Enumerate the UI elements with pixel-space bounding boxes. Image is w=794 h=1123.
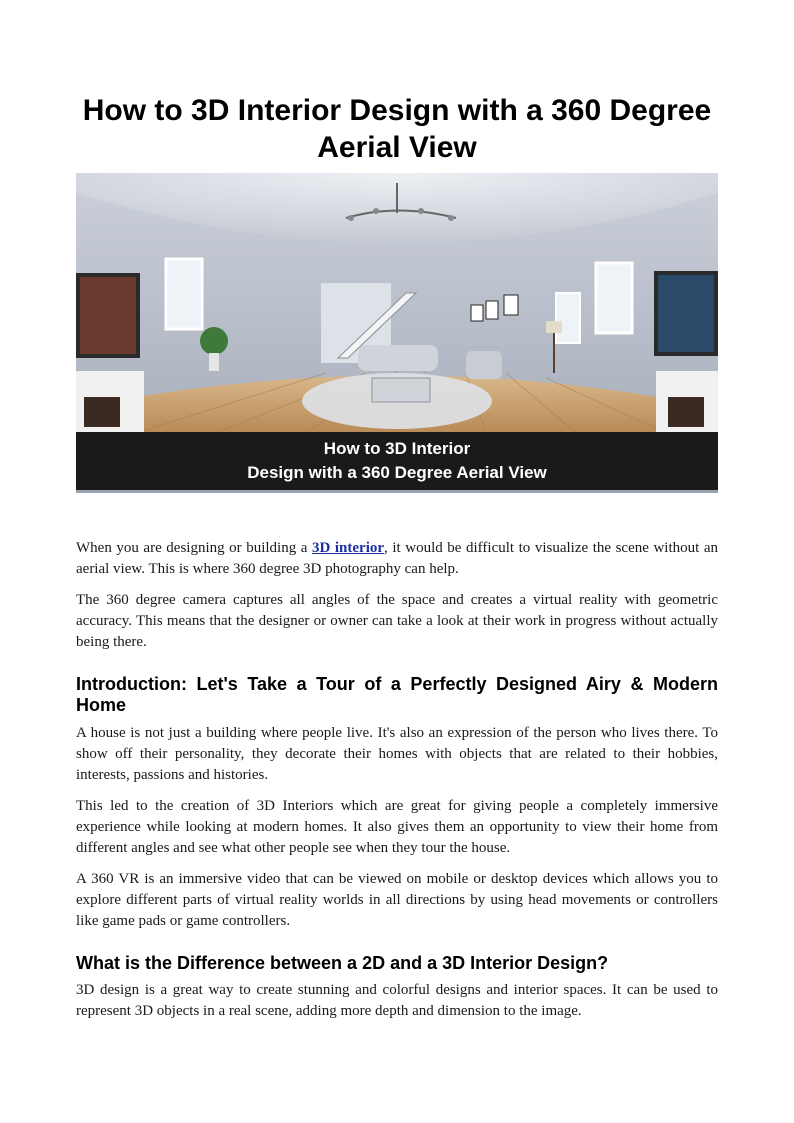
- section2-paragraph-1: 3D design is a great way to create stunning and colorful designs and interior spaces. It can be used to represent 3D objects in a real scene, adding more depth and dimension to the image.: [76, 982, 718, 1019]
- intro-text-after-link: , it would be difficult to visualize the scene without an aerial view. This is where 360 degree 3D photography can help.: [76, 540, 718, 577]
- section1-paragraph-2: This led to the creation of 3D Interiors which are great for giving people a completely immersive experience while looking at modern homes. It also gives them an opportunity to view their home from different angles and see what other people see when they tour the house.: [76, 798, 718, 856]
- hero-banner: [76, 432, 718, 490]
- intro-paragraph-1: [76, 538, 718, 580]
- hero-image: [76, 173, 718, 493]
- section1-paragraph-1: A house is not just a building where people live. It's also an expression of the person who lives there. To show off their personality, they decorate their homes with objects that are related to their hobbies, interests, passions and histories.: [76, 725, 718, 783]
- intro-paragraph-2: The 360 degree camera captures all angles of the space and creates a virtual reality with geometric accuracy. This means that the designer or owner can take a look at their work in progress without actually being there.: [76, 592, 718, 650]
- hero-banner-line2: Design with a 360 Degree Aerial View: [247, 463, 547, 482]
- section-heading-difference: What is the Difference between a 2D and a 3D Interior Design?: [76, 953, 609, 973]
- 3d-interior-link[interactable]: 3D interior: [312, 540, 385, 556]
- page-title: How to 3D Interior Design with a 360 Degree Aerial View: [82, 94, 712, 164]
- section-heading-introduction: Introduction: Let's Take a Tour of a Perfectly Designed Airy & Modern Home: [76, 674, 718, 715]
- section1-paragraph-3: A 360 VR is an immersive video that can be viewed on mobile or desktop devices which allows you to explore different parts of virtual reality worlds in all directions by using head movements or controllers like game pads or game controllers.: [76, 871, 718, 929]
- hero-banner-line1: How to 3D Interior: [323, 439, 471, 458]
- intro-text-before-link: When you are designing or building a: [76, 540, 312, 556]
